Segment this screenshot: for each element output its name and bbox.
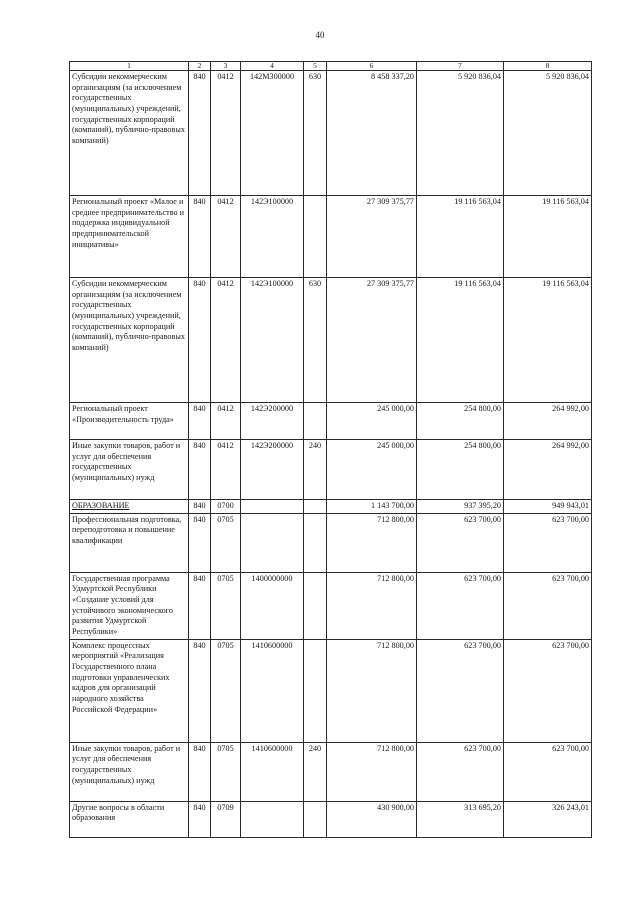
cell-expense-type <box>304 403 327 440</box>
row-name: Региональный проект «Малое и среднее предпринимательство и поддержка индивидуальной предпринимательской инициативы» <box>70 196 189 278</box>
column-header: 4 <box>241 62 304 71</box>
cell-target-article <box>241 500 304 514</box>
cell-section: 0412 <box>211 196 241 278</box>
cell-amount-2: 623 700,00 <box>417 742 504 801</box>
cell-amount-1: 245 000,00 <box>327 403 417 440</box>
cell-ministry: 840 <box>189 513 211 572</box>
row-name: Профессиональная подготовка, переподготовка и повышение квалификации <box>70 513 189 572</box>
cell-amount-3: 5 920 836,04 <box>504 71 592 196</box>
column-header: 5 <box>304 62 327 71</box>
column-header: 2 <box>189 62 211 71</box>
table-row <box>70 639 592 742</box>
table-row <box>70 71 592 196</box>
table-row <box>70 572 592 639</box>
cell-ministry: 840 <box>189 403 211 440</box>
column-header: 3 <box>211 62 241 71</box>
row-name: Региональный проект «Производительность труда» <box>70 403 189 440</box>
table-row <box>70 500 592 514</box>
cell-amount-3: 19 116 563,04 <box>504 278 592 403</box>
table-row <box>70 513 592 572</box>
cell-ministry: 840 <box>189 801 211 837</box>
cell-target-article <box>241 801 304 837</box>
cell-ministry: 840 <box>189 196 211 278</box>
row-name: Субсидии некоммерческим организациям (за исключением государственных (муниципальных) учреждений, государственных корпораций (компаний), публично-правовых компаний) <box>70 71 189 196</box>
cell-amount-1: 430 900,00 <box>327 801 417 837</box>
cell-amount-3: 623 700,00 <box>504 572 592 639</box>
cell-target-article: 142Э100000 <box>241 196 304 278</box>
budget-table <box>69 61 592 838</box>
cell-expense-type: 630 <box>304 278 327 403</box>
cell-ministry: 840 <box>189 71 211 196</box>
table-row <box>70 440 592 500</box>
cell-target-article: 1410600000 <box>241 639 304 742</box>
cell-amount-3: 264 992,00 <box>504 440 592 500</box>
cell-amount-1: 27 309 375,77 <box>327 278 417 403</box>
cell-amount-2: 254 800,00 <box>417 440 504 500</box>
column-header: 6 <box>327 62 417 71</box>
cell-section: 0705 <box>211 639 241 742</box>
cell-amount-1: 712 800,00 <box>327 639 417 742</box>
cell-amount-2: 313 695,20 <box>417 801 504 837</box>
cell-amount-1: 245 000,00 <box>327 440 417 500</box>
row-name: Субсидии некоммерческим организациям (за исключением государственных (муниципальных) учреждений, государственных корпораций (компаний), публично-правовых компаний) <box>70 278 189 403</box>
row-name: Другие вопросы в области образования <box>70 801 189 837</box>
cell-section: 0412 <box>211 440 241 500</box>
cell-ministry: 840 <box>189 742 211 801</box>
table-row <box>70 801 592 837</box>
cell-amount-3: 623 700,00 <box>504 513 592 572</box>
cell-target-article: 142Э200000 <box>241 440 304 500</box>
cell-expense-type <box>304 513 327 572</box>
column-header: 7 <box>417 62 504 71</box>
row-name: Государственная программа Удмуртской Республики «Создание условий для устойчивого экономического развития Удмуртской Республики» <box>70 572 189 639</box>
cell-target-article <box>241 513 304 572</box>
cell-target-article: 142M300000 <box>241 71 304 196</box>
column-header: 8 <box>504 62 592 71</box>
row-name: Иные закупки товаров, работ и услуг для обеспечения государственных (муниципальных) нужд <box>70 742 189 801</box>
section-title: ОБРАЗОВАНИЕ <box>72 501 130 510</box>
cell-expense-type <box>304 801 327 837</box>
cell-ministry: 840 <box>189 639 211 742</box>
cell-target-article: 142Э100000 <box>241 278 304 403</box>
cell-section: 0705 <box>211 742 241 801</box>
cell-amount-1: 712 800,00 <box>327 742 417 801</box>
cell-expense-type: 240 <box>304 440 327 500</box>
cell-amount-2: 623 700,00 <box>417 639 504 742</box>
cell-amount-2: 623 700,00 <box>417 572 504 639</box>
cell-expense-type <box>304 639 327 742</box>
cell-amount-3: 326 243,01 <box>504 801 592 837</box>
cell-target-article: 142Э200000 <box>241 403 304 440</box>
cell-expense-type: 630 <box>304 71 327 196</box>
table-row <box>70 278 592 403</box>
table-row <box>70 403 592 440</box>
cell-amount-3: 264 992,00 <box>504 403 592 440</box>
row-name <box>70 500 189 514</box>
cell-amount-2: 19 116 563,04 <box>417 278 504 403</box>
cell-section: 0705 <box>211 513 241 572</box>
cell-section: 0709 <box>211 801 241 837</box>
cell-amount-1: 8 458 337,20 <box>327 71 417 196</box>
cell-expense-type <box>304 500 327 514</box>
cell-expense-type <box>304 572 327 639</box>
cell-amount-1: 1 143 700,00 <box>327 500 417 514</box>
cell-ministry: 840 <box>189 572 211 639</box>
cell-amount-2: 254 800,00 <box>417 403 504 440</box>
cell-amount-2: 19 116 563,04 <box>417 196 504 278</box>
cell-target-article: 1400000000 <box>241 572 304 639</box>
cell-section: 0412 <box>211 403 241 440</box>
row-name: Комплекс процессных мероприятий «Реализация Государственного плана подготовки управленческих кадров для организаций народного хозяйства Российской Федерации» <box>70 639 189 742</box>
column-header: 1 <box>70 62 189 71</box>
cell-amount-1: 712 800,00 <box>327 572 417 639</box>
cell-amount-2: 623 700,00 <box>417 513 504 572</box>
cell-amount-3: 949 943,01 <box>504 500 592 514</box>
cell-expense-type <box>304 196 327 278</box>
cell-section: 0412 <box>211 71 241 196</box>
cell-amount-2: 5 920 836,04 <box>417 71 504 196</box>
row-name: Иные закупки товаров, работ и услуг для обеспечения государственных (муниципальных) нужд <box>70 440 189 500</box>
cell-amount-1: 27 309 375,77 <box>327 196 417 278</box>
cell-section: 0412 <box>211 278 241 403</box>
cell-amount-1: 712 800,00 <box>327 513 417 572</box>
column-numbers-row <box>70 62 592 71</box>
table-row <box>70 742 592 801</box>
cell-amount-3: 623 700,00 <box>504 742 592 801</box>
table-row <box>70 196 592 278</box>
cell-amount-3: 19 116 563,04 <box>504 196 592 278</box>
cell-section: 0700 <box>211 500 241 514</box>
cell-ministry: 840 <box>189 278 211 403</box>
cell-expense-type: 240 <box>304 742 327 801</box>
cell-amount-3: 623 700,00 <box>504 639 592 742</box>
cell-ministry: 840 <box>189 440 211 500</box>
cell-ministry: 840 <box>189 500 211 514</box>
page-number: 40 <box>315 30 325 40</box>
cell-target-article: 1410600000 <box>241 742 304 801</box>
cell-amount-2: 937 395,20 <box>417 500 504 514</box>
cell-section: 0705 <box>211 572 241 639</box>
